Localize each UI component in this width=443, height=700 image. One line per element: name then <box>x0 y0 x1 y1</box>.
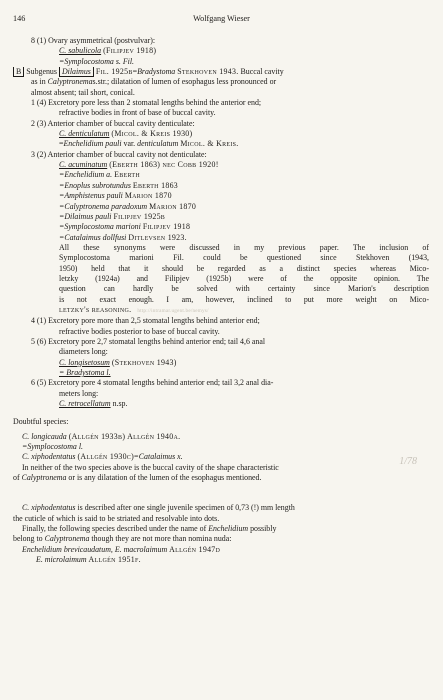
couplet-3-line <box>0 150 443 160</box>
equals-sign: = <box>59 139 64 149</box>
couplet-text-line <box>0 327 443 337</box>
species-name: C. denticulatum <box>59 129 110 139</box>
synonym: =Enchelidium a. <box>59 170 113 180</box>
watermark-url: http://intramar.ugent.be/nemys/ <box>137 307 209 314</box>
synonym-line <box>0 139 443 149</box>
synonym-authority: Eberth <box>114 170 141 180</box>
couplet-text: refractive bodies in front of base of buccal cavity. <box>59 108 216 118</box>
couplet-6-line <box>0 378 443 388</box>
text: or is any dilatation of the lumen of the esophagus mentioned. <box>68 473 262 483</box>
couplet-text: diameters long: <box>59 347 108 357</box>
couplet-5-line <box>0 337 443 347</box>
doubtful-heading <box>0 417 443 427</box>
species-name: C. longicauda <box>22 431 67 441</box>
paragraph-line: question can hardly be solved with certainty since Marion's description <box>59 284 429 294</box>
closing-paragraph <box>0 503 443 565</box>
paragraph-line <box>0 503 431 513</box>
running-header <box>0 14 443 26</box>
couplet-number: 6 (5) <box>31 378 47 388</box>
species-authority: (Eberth 1863) nec Cobb 1920! <box>109 160 219 170</box>
text: Finally, the following species described under the name of <box>22 524 207 534</box>
synonym: = Bradystoma l. <box>59 368 111 377</box>
species-line <box>0 160 443 170</box>
text: of <box>13 473 20 483</box>
subgenus-desc: Buccal cavity <box>240 67 284 77</box>
key-text <box>0 36 443 566</box>
synonym-authority: Eberth 1863 <box>132 180 179 190</box>
couplet-text-line <box>0 389 443 399</box>
couplet-8-line <box>0 36 443 46</box>
paragraph-line <box>0 555 431 565</box>
synonym: Catalaimus x. <box>138 452 183 462</box>
couplet-number: 3 (2) <box>31 149 47 159</box>
synonym-authority: Marion 1870 <box>149 201 197 211</box>
synonym-authority: Filipjev 1918 <box>142 222 191 232</box>
species-line <box>0 129 443 139</box>
synonym-line <box>0 202 443 212</box>
section-heading: Doubtful species: <box>13 417 69 427</box>
couplet-text: Excretory pore 2,7 stomatal lengths behind anterior end; tail 4,6 anal <box>48 336 266 346</box>
species-name: C. xiphodentatus <box>22 452 76 462</box>
subgenus-authority: Fil. 1925b <box>95 67 133 77</box>
couplet-text-line <box>0 347 443 357</box>
species-authority: Allgén 1947d <box>169 544 221 554</box>
doubtful-line <box>0 432 443 442</box>
synonym-variety: denticulatum <box>137 139 179 149</box>
paragraph-line <box>0 545 431 555</box>
species-name: C. sabulicola <box>59 46 102 56</box>
paragraph-line: Symplocostoma marioni Fil. could be questioned since Stekhoven (1943, <box>59 253 429 263</box>
subgenus-tag: B <box>13 67 24 77</box>
doubtful-line <box>0 452 443 462</box>
subgenus-heading <box>0 67 443 77</box>
species-name: Enchelidium brevicaudatum, E. macrolaimum <box>22 544 168 554</box>
paragraph-line: letzky's reasoning. <box>59 304 132 314</box>
couplet-number: 4 (1) <box>31 316 47 326</box>
synonym-authority: Marion 1870 <box>124 191 172 201</box>
couplet-number: 1 (4) <box>31 98 47 108</box>
couplet-text-line <box>0 108 443 118</box>
paragraph-line: is not exact enough. I am, however, inclined to put more weight on Mico- <box>59 294 429 304</box>
synonym: =Symplocostoma marioni <box>59 222 141 232</box>
subgenus-desc-line <box>0 88 443 98</box>
text: though they are not more than nomina nuda: <box>91 534 232 544</box>
couplet-4-line <box>0 316 443 326</box>
synonym-authority: Ditlevsen 1923. <box>128 232 187 242</box>
couplet-text: Anterior chamber of buccal cavity denticulate: <box>47 118 195 128</box>
genus-name: Calyptronema <box>21 473 67 483</box>
species-authority: n.sp. <box>112 399 128 409</box>
synonym: =Symplocostoma s. Fil. <box>59 56 135 66</box>
equals-sign: = <box>132 67 138 77</box>
synonym-line <box>0 212 443 222</box>
synonym-line <box>0 57 443 67</box>
paragraph-line: All these synonyms were discussed in my previous paper. The inclusion of <box>59 242 429 252</box>
couplet-number: 8 (1) <box>31 36 47 45</box>
couplet-number: 5 (6) <box>31 336 47 346</box>
species-authority: (Micol. & Kreis 1930) <box>111 129 193 139</box>
text: belong to <box>13 534 43 544</box>
synonym-authority: Filipjev 1925b <box>113 211 166 221</box>
species-name: E. microlaimum <box>36 555 87 565</box>
synonym: =Calyptronema paradoxum <box>59 201 148 211</box>
species-name: C. acuminatum <box>59 160 108 170</box>
species-name: C. xiphodentatus <box>22 503 76 513</box>
desc-text: s.str.; dilatation of lumen of esophagus less pronounced or <box>92 77 277 87</box>
species-line <box>0 46 443 56</box>
page-number: 146 <box>13 14 26 23</box>
couplet-text: Anterior chamber of buccal cavity not denticulate: <box>47 149 207 159</box>
paragraph-line <box>0 534 431 544</box>
running-title: Wolfgang Wieser <box>193 14 250 23</box>
paragraph-line <box>0 473 443 483</box>
genus-name: Calyptronema <box>44 534 90 544</box>
couplet-1-line <box>0 98 443 108</box>
species-authority: (Allgén 1933b) Allgén 1940a. <box>68 431 181 441</box>
paragraph-line: letzky (1924a) and Filipjev (1925b) were of the opposite opinion. The <box>59 273 429 283</box>
synonym: =Symplocostoma l. <box>22 442 83 452</box>
synonym-line <box>0 222 443 232</box>
synonym-line <box>0 170 443 180</box>
subgenus-synonym: Bradystoma <box>137 67 176 77</box>
species-line <box>0 399 443 409</box>
synonym: =Amphistenus pauli <box>59 191 123 201</box>
couplet-text: refractive bodies posterior to base of buccal cavity. <box>59 326 220 336</box>
couplet-text: Ovary asymmetrical (postvulvar): <box>48 36 156 45</box>
desc-text: almost absent; tail short, conical. <box>31 87 135 97</box>
subgenus-label: Subgenus <box>26 67 57 77</box>
synonym: Enchelidium pauli <box>63 139 122 149</box>
species-authority: Allgén 1951f. <box>88 555 141 565</box>
paragraph-line: the cuticle of which is said to be striated and resolvable into dots. <box>13 513 220 523</box>
species-name: C. longisetosum <box>59 357 110 367</box>
text: possibly <box>250 524 277 534</box>
genus-name: Enchelidium <box>208 524 249 534</box>
subgenus-desc-line <box>0 77 443 87</box>
synonym-line <box>0 233 443 243</box>
spacer <box>0 409 443 417</box>
text: is described after one single juvenile specimen of 0,73 (!) mm length <box>77 503 295 513</box>
synonym-line <box>0 368 443 378</box>
synonym-authority: Stekhoven 1943. <box>177 67 239 77</box>
doubtful-line <box>0 442 443 452</box>
couplet-2-line <box>0 119 443 129</box>
synonym-var: var. <box>123 139 136 149</box>
couplet-text: Excretory pore more than 2,5 stomatal lengths behind anterior end; <box>48 316 260 326</box>
paragraph-last-line <box>59 305 429 316</box>
desc-text: as in <box>31 77 46 87</box>
couplet-text: meters long: <box>59 388 99 398</box>
discussion-paragraph <box>0 243 443 316</box>
paragraph-line <box>0 524 431 534</box>
synonym: =Enoplus subrotundus <box>59 180 131 190</box>
species-name: C. retrocellatum <box>59 399 111 409</box>
couplet-text: Excretory pore 4 stomatal lengths behind anterior end; tail 3,2 anal dia- <box>48 378 274 388</box>
species-authority: (Allgén 1930c)= <box>77 452 139 462</box>
species-authority: (Stekhoven 1943) <box>111 357 177 367</box>
genus-name: Calyptronema <box>47 77 93 87</box>
paragraph-line: 1950) held that it should be regarded as a distinct species whereas Mico- <box>59 263 429 273</box>
couplet-number: 2 (3) <box>31 118 47 128</box>
subgenus-name: Dilaimus <box>59 67 94 77</box>
spacer <box>0 483 443 503</box>
species-authority: (Filipjev 1918) <box>103 46 157 56</box>
synonym-authority: Micol. & Kreis. <box>180 139 239 149</box>
synonym: =Catalaimus dollfusi <box>59 232 127 242</box>
paragraph-line: In neither of the two species above is the buccal cavity of the shape characteristic <box>22 462 279 472</box>
species-line <box>0 358 443 368</box>
synonym-line <box>0 181 443 191</box>
synonym-line <box>0 191 443 201</box>
handwritten-note: 1/78 <box>399 455 417 467</box>
synonym: =Dilaimus pauli <box>59 211 112 221</box>
couplet-text: Excretory pore less than 2 stomatal lengths behind the anterior end; <box>48 98 262 108</box>
